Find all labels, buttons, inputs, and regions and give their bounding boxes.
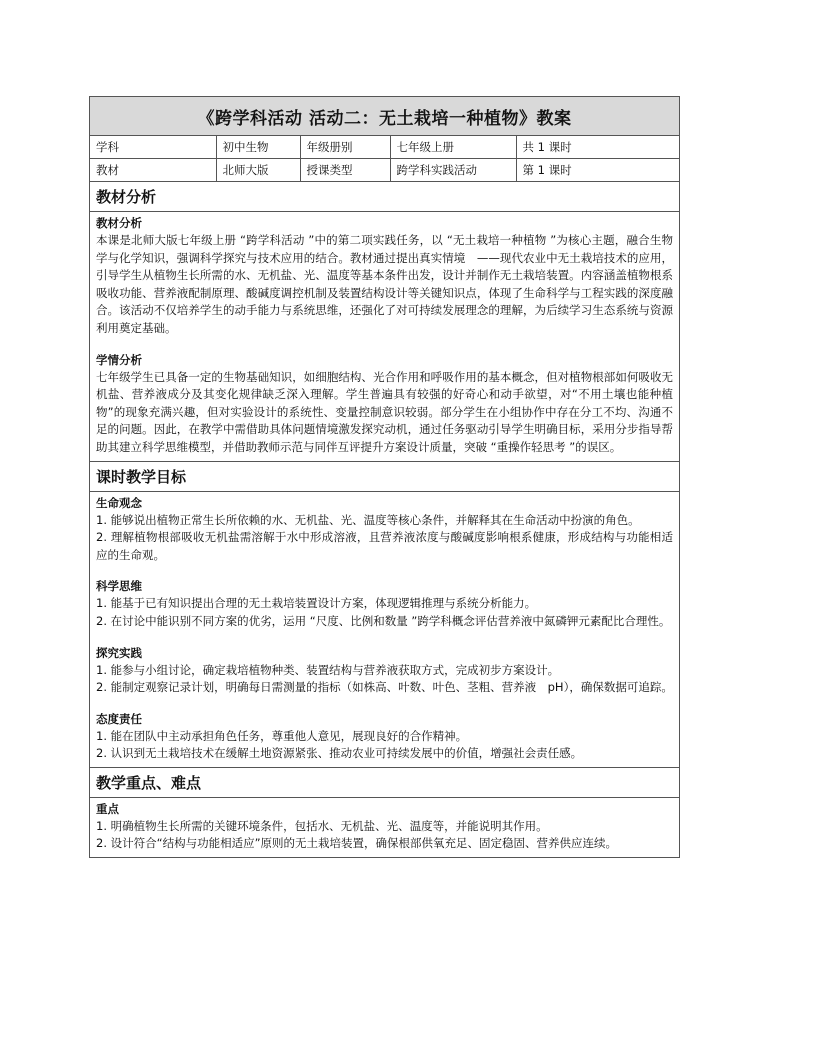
section-body-analysis xyxy=(90,212,679,462)
meta-value-subject: 初中生物 xyxy=(216,136,300,159)
list-item: 1. 能在团队中主动承担角色任务，尊重他人意见，展现良好的合作精神。 xyxy=(96,728,468,743)
meta-value-lesson-type: 跨学科实践活动 xyxy=(390,159,516,182)
table-row xyxy=(90,159,679,182)
meta-label-grade: 年级册别 xyxy=(300,136,390,159)
lesson-meta-table xyxy=(90,136,679,182)
list-item: 2. 设计符合“结构与功能相适应”原则的无土栽培装置，确保根部供氧充足、固定稳固、营养供应连续。 xyxy=(96,836,618,851)
meta-value-textbook: 北师大版 xyxy=(216,159,300,182)
meta-label-textbook: 教材 xyxy=(90,159,216,182)
section-body-objectives xyxy=(90,492,679,768)
list-item: 1. 能基于已有知识提出合理的无土栽培装置设计方案，体现逻辑推理与系统分析能力。 xyxy=(96,596,537,611)
list-item: 2. 在讨论中能识别不同方案的优劣，运用 “尺度、比例和数量 ”跨学科概念评估营养液中氮磷钾元素配比合理性。 xyxy=(96,613,671,628)
textbook-analysis-text: 本课是北师大版七年级上册 “跨学科活动 ”中的第二项实践任务，以 “无土栽培一种植物 ”为核心主题，融合生物学与化学知识，强调科学探究与技术应用的结合。教材通过提出真实情境 ——现代农业中无土栽培技术的应用，引导学生从植物生长所需的水、无机盐、光、温度等基本条件出发，设计并制作无土栽培装置。内容涵盖植物根系吸收功能、营养液配制原理、酸碱度调控机制及装置结构设计等关键知识点，体现了生命科学与工程实践的深度融合。该活动不仅培养学生的动手能力与系统思维，还强化了对可持续发展理念的理解，为后续学习生态系统与资源利用奠定基础。 xyxy=(96,233,673,335)
list-item: 1. 能够说出植物正常生长所依赖的水、无机盐、光、温度等核心条件，并解释其在生命活动中扮演的角色。 xyxy=(96,512,640,527)
subheading-textbook-analysis: 教材分析 xyxy=(96,216,142,230)
meta-total-periods: 共 1 课时 xyxy=(516,136,679,159)
list-item: 2. 认识到无土栽培技术在缓解土地资源紧张、推动农业可持续发展中的价值，增强社会责任感。 xyxy=(96,746,583,761)
subheading-inquiry-practice: 探究实践 xyxy=(96,645,142,660)
section-heading-analysis: 教材分析 xyxy=(90,182,679,212)
section-body-key-points xyxy=(90,798,679,857)
meta-value-grade: 七年级上册 xyxy=(390,136,516,159)
meta-current-period: 第 1 课时 xyxy=(516,159,679,182)
section-heading-objectives: 课时教学目标 xyxy=(90,462,679,492)
list-item: 2. 能制定观察记录计划，明确每日需测量的指标（如株高、叶数、叶色、茎粗、营养液 pH），确保数据可追踪。 xyxy=(96,680,673,695)
list-item: 1. 明确植物生长所需的关键环境条件，包括水、无机盐、光、温度等，并能说明其作用。 xyxy=(96,818,548,833)
meta-label-lesson-type: 授课类型 xyxy=(300,159,390,182)
table-row xyxy=(90,136,679,159)
lesson-plan-document xyxy=(89,96,680,858)
subheading-attitude-responsibility: 态度责任 xyxy=(96,711,142,726)
meta-label-subject: 学科 xyxy=(90,136,216,159)
subheading-key-points: 重点 xyxy=(96,801,119,816)
subheading-student-analysis: 学情分析 xyxy=(96,352,142,367)
list-item: 1. 能参与小组讨论，确定栽培植物种类、装置结构与营养液获取方式，完成初步方案设计。 xyxy=(96,662,560,677)
subheading-scientific-thinking: 科学思维 xyxy=(96,579,142,594)
student-analysis-text: 七年级学生已具备一定的生物基础知识，如细胞结构、光合作用和呼吸作用的基本概念，但对植物根部如何吸收无机盐、营养液成分及其变化规律缺乏深入理解。学生普遍具有较强的好奇心和动手欲望，对“不用土壤也能种植物”的现象充满兴趣，但对实验设计的系统性、变量控制意识较弱。部分学生在小组协作中存在分工不均、沟通不足的问题。因此，在教学中需借助具体问题情境激发探究动机，通过任务驱动引导学生明确目标，采用分步指导帮助其建立科学思维模型，并借助教师示范与同伴互评提升方案设计质量，突破 “重操作轻思考 ”的误区。 xyxy=(96,369,673,454)
document-title: 《跨学科活动 活动二：无土栽培一种植物》教案 xyxy=(90,97,679,136)
subheading-life-concept: 生命观念 xyxy=(96,495,142,510)
section-heading-key-points: 教学重点、难点 xyxy=(90,768,679,798)
list-item: 2. 理解植物根部吸收无机盐需溶解于水中形成溶液，且营养液浓度与酸碱度影响根系健康，形成结构与功能相适应的生命观。 xyxy=(96,530,673,562)
